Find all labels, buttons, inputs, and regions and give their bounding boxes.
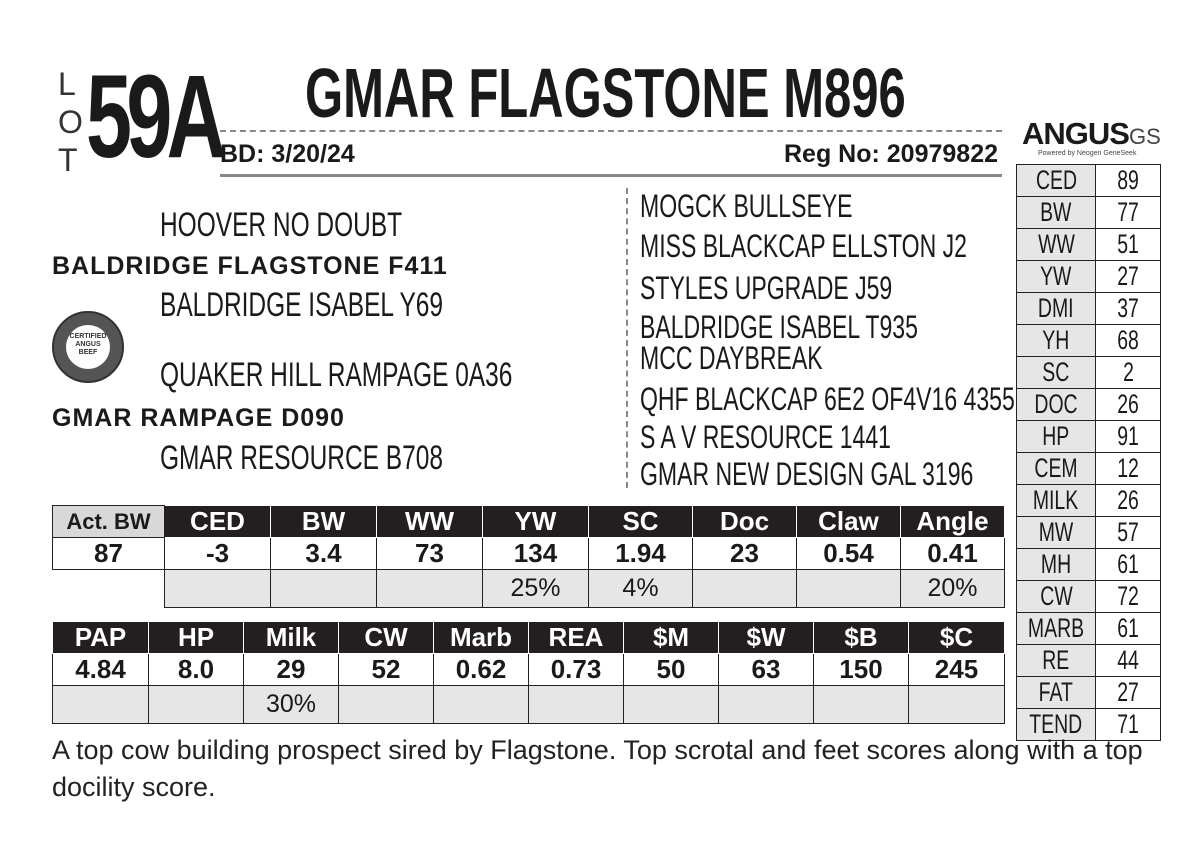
value-dollar-c: 245 [909, 654, 1005, 686]
sire: BALDRIDGE FLAGSTONE F411 [52, 252, 448, 280]
logo-gs: GS [1128, 124, 1161, 149]
genomic-score-table [1016, 164, 1161, 741]
gs-label: FAT [1017, 677, 1096, 709]
epd-table-2-header [53, 622, 1005, 654]
value-rea: 0.73 [529, 654, 624, 686]
gs-label: MILK [1017, 485, 1096, 517]
header-dollar-b: $B [814, 622, 909, 654]
gs-row [1017, 325, 1161, 357]
gs-value: 61 [1096, 549, 1161, 581]
reg-number: 20979822 [886, 140, 998, 168]
value-milk: 29 [244, 654, 339, 686]
gs-row [1017, 293, 1161, 325]
pct-ww [377, 570, 483, 608]
pct-dollar-m [624, 686, 719, 724]
gs-label: WW [1017, 229, 1096, 261]
gs-label: CW [1017, 581, 1096, 613]
gs-row [1017, 165, 1161, 197]
gs-value: 77 [1096, 197, 1161, 229]
gs-row [1017, 453, 1161, 485]
gs-value: 26 [1096, 485, 1161, 517]
pct-ced [165, 570, 271, 608]
seal-text: CERTIFIED ANGUS BEEF [66, 325, 110, 369]
description: A top cow building prospect sired by Flagstone. Top scrotal and feet scores along with a top docility score. [52, 735, 1143, 802]
dam-dam: GMAR RESOURCE B708 [160, 439, 443, 477]
gs-row [1017, 229, 1161, 261]
gs-row [1017, 613, 1161, 645]
pct-milk: 30% [244, 686, 339, 724]
gs-label: CED [1017, 165, 1096, 197]
header-divider [220, 174, 1002, 177]
header-dollar-m: $M [624, 622, 719, 654]
header-pap: PAP [53, 622, 149, 654]
pedigree-right-5: MCC DAYBREAK [640, 340, 823, 376]
gs-label: MH [1017, 549, 1096, 581]
gs-value: 61 [1096, 613, 1161, 645]
pct-blank [53, 570, 165, 608]
gs-label: YH [1017, 325, 1096, 357]
sire-dam: BALDRIDGE ISABEL Y69 [160, 286, 444, 324]
gs-value: 72 [1096, 581, 1161, 613]
value-sc: 1.94 [589, 538, 693, 570]
logo-subtitle: Powered by Neogen GeneSeek [1038, 150, 1137, 157]
gs-row [1017, 261, 1161, 293]
title-divider [220, 130, 1002, 132]
epd-table-1-values [53, 538, 1005, 570]
registration [784, 140, 998, 169]
value-angle: 0.41 [901, 538, 1005, 570]
epd-table-1-percentiles [53, 570, 1005, 608]
gs-value: 37 [1096, 293, 1161, 325]
gs-label: MARB [1017, 613, 1096, 645]
value-act-bw: 87 [53, 538, 165, 570]
pct-dollar-c [909, 686, 1005, 724]
value-cw: 52 [339, 654, 434, 686]
gs-label: CEM [1017, 453, 1096, 485]
sire-sire: HOOVER NO DOUBT [160, 206, 403, 244]
epd-table-1 [52, 505, 1005, 608]
header-hp: HP [149, 622, 244, 654]
dam-sire: QUAKER HILL RAMPAGE 0A36 [160, 356, 513, 394]
epd-table-1-header [53, 506, 1005, 538]
gs-value: 27 [1096, 677, 1161, 709]
header-ww: WW [377, 506, 483, 538]
pct-sc: 4% [589, 570, 693, 608]
pct-yw: 25% [483, 570, 589, 608]
header-cw: CW [339, 622, 434, 654]
gs-value: 26 [1096, 389, 1161, 421]
value-dollar-b: 150 [814, 654, 909, 686]
gs-value: 91 [1096, 421, 1161, 453]
gs-row [1017, 421, 1161, 453]
certified-angus-seal [52, 311, 124, 383]
value-yw: 134 [483, 538, 589, 570]
pedigree-right-6: QHF BLACKCAP 6E2 OF4V16 4355 [640, 381, 1015, 417]
gs-value: 89 [1096, 165, 1161, 197]
lot-letter-o: O [58, 104, 83, 140]
pct-marb [434, 686, 529, 724]
value-ww: 73 [377, 538, 483, 570]
pedigree-right-1: MOGCK BULLSEYE [640, 188, 853, 224]
lot-letter-t: T [58, 142, 78, 178]
pct-pap [53, 686, 149, 724]
header-yw: YW [483, 506, 589, 538]
logo-main: ANGUS [1022, 116, 1129, 151]
gs-value: 57 [1096, 517, 1161, 549]
gs-label: DMI [1017, 293, 1096, 325]
header-angle: Angle [901, 506, 1005, 538]
pct-rea [529, 686, 624, 724]
gs-value: 12 [1096, 453, 1161, 485]
pct-hp [149, 686, 244, 724]
epd-table-2 [52, 621, 1005, 724]
pct-dollar-b [814, 686, 909, 724]
pedigree-divider [626, 188, 628, 488]
pedigree-right-4: BALDRIDGE ISABEL T935 [640, 309, 918, 345]
reg-label: Reg No: [783, 140, 880, 168]
pct-cw [339, 686, 434, 724]
epd-table-2-percentiles [53, 686, 1005, 724]
gs-value: 71 [1096, 709, 1161, 741]
pedigree-right-2: MISS BLACKCAP ELLSTON J2 [640, 228, 967, 264]
gs-label: MW [1017, 517, 1096, 549]
pct-doc [693, 570, 797, 608]
gs-value: 51 [1096, 229, 1161, 261]
value-pap: 4.84 [53, 654, 149, 686]
epd-table-2-values [53, 654, 1005, 686]
pedigree-right-8: GMAR NEW DESIGN GAL 3196 [640, 456, 974, 492]
header-bw: BW [271, 506, 377, 538]
header-dollar-c: $C [909, 622, 1005, 654]
gs-row [1017, 645, 1161, 677]
header-claw: Claw [797, 506, 901, 538]
gs-row [1017, 389, 1161, 421]
gs-row [1017, 581, 1161, 613]
animal-name: GMAR FLAGSTONE M896 [305, 54, 906, 132]
pedigree-right-7: S A V RESOURCE 1441 [640, 419, 891, 455]
header-act-bw: Act. BW [53, 506, 165, 538]
gs-label: HP [1017, 421, 1096, 453]
gs-value: 44 [1096, 645, 1161, 677]
value-bw: 3.4 [271, 538, 377, 570]
gs-row [1017, 677, 1161, 709]
pct-claw [797, 570, 901, 608]
gs-value: 27 [1096, 261, 1161, 293]
value-marb: 0.62 [434, 654, 529, 686]
header-ced: CED [165, 506, 271, 538]
header-marb: Marb [434, 622, 529, 654]
value-ced: -3 [165, 538, 271, 570]
lot-number: 59A [86, 51, 221, 183]
gs-value: 68 [1096, 325, 1161, 357]
angus-gs-logo [1022, 116, 1161, 152]
value-claw: 0.54 [797, 538, 901, 570]
pedigree-right-3: STYLES UPGRADE J59 [640, 270, 893, 306]
pct-dollar-w [719, 686, 814, 724]
gs-label: RE [1017, 645, 1096, 677]
value-hp: 8.0 [149, 654, 244, 686]
pct-bw [271, 570, 377, 608]
dam: GMAR RAMPAGE D090 [52, 404, 345, 432]
gs-label: TEND [1017, 709, 1096, 741]
gs-row [1017, 517, 1161, 549]
birth-date: BD: 3/20/24 [220, 140, 355, 168]
header-dollar-w: $W [719, 622, 814, 654]
gs-row [1017, 485, 1161, 517]
lot-letter-l: L [58, 66, 76, 102]
gs-row [1017, 197, 1161, 229]
header-sc: SC [589, 506, 693, 538]
value-doc: 23 [693, 538, 797, 570]
pct-angle: 20% [901, 570, 1005, 608]
gs-label: SC [1017, 357, 1096, 389]
header-rea: REA [529, 622, 624, 654]
gs-label: YW [1017, 261, 1096, 293]
gs-row [1017, 549, 1161, 581]
value-dollar-w: 63 [719, 654, 814, 686]
header-milk: Milk [244, 622, 339, 654]
gs-value: 2 [1096, 357, 1161, 389]
gs-label: DOC [1017, 389, 1096, 421]
gs-row [1017, 357, 1161, 389]
header-doc: Doc [693, 506, 797, 538]
value-dollar-m: 50 [624, 654, 719, 686]
gs-label: BW [1017, 197, 1096, 229]
